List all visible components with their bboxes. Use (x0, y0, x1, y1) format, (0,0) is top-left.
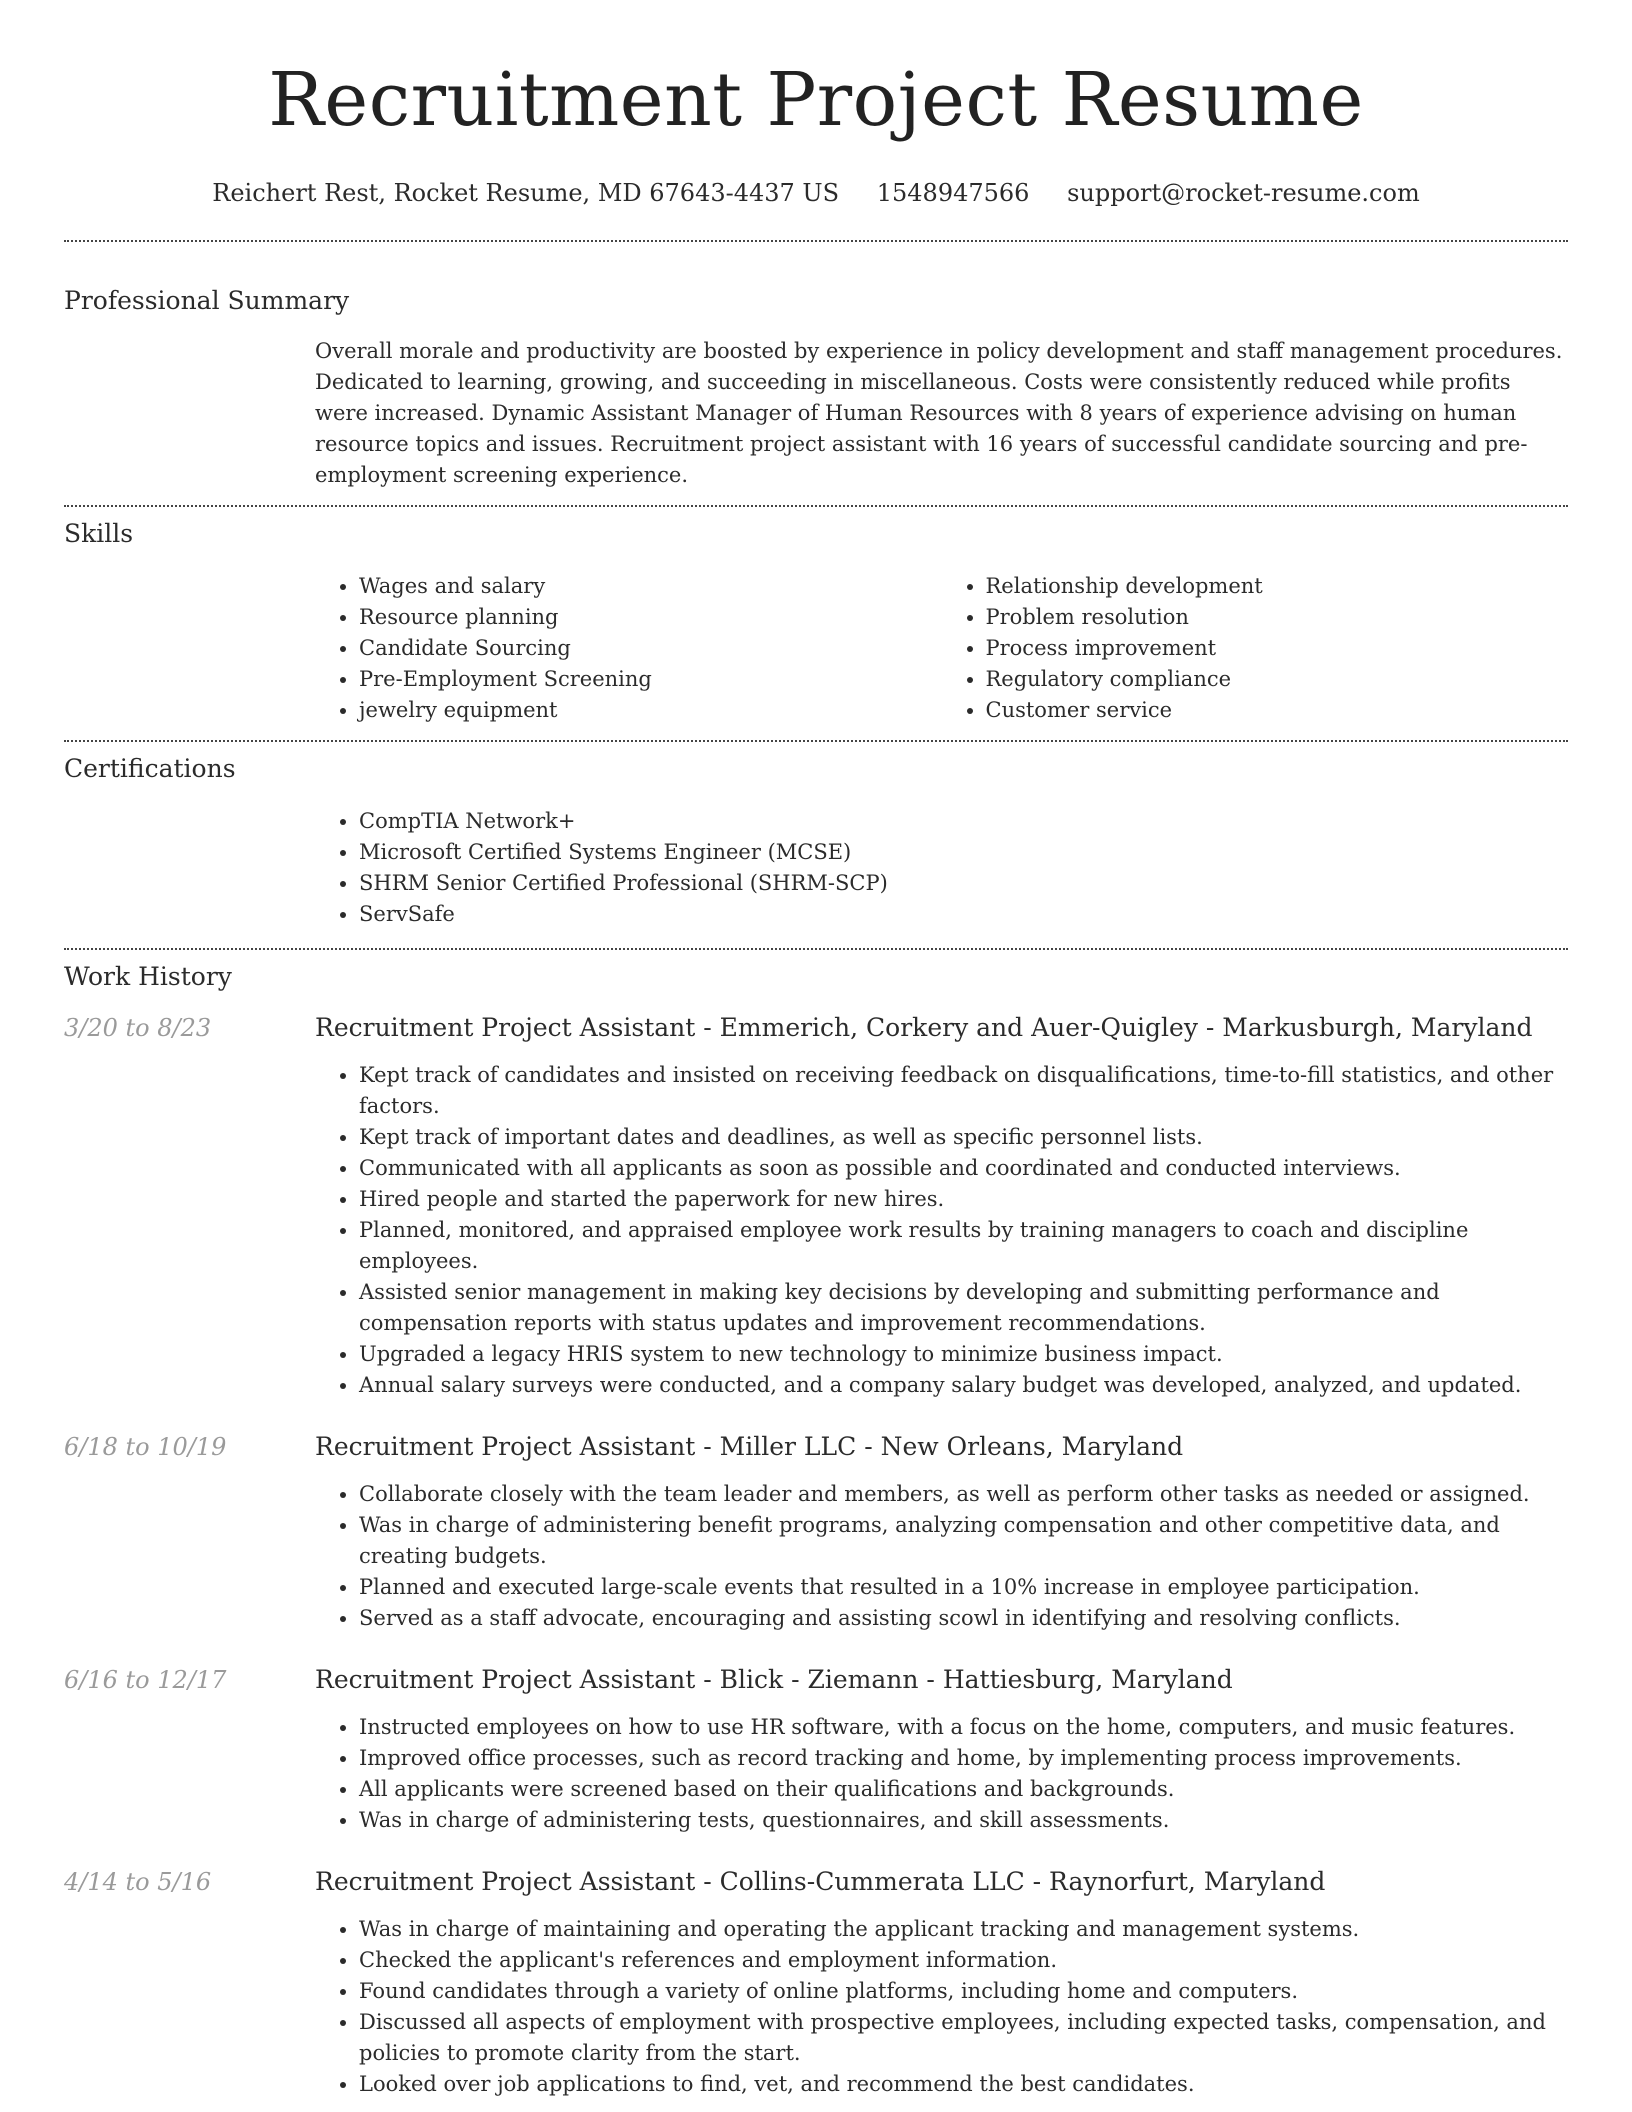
job-dates: 4/14 to 5/16 (64, 1868, 212, 1896)
work-history-heading: Work History (64, 962, 232, 991)
skill-item: • Pre-Employment Screening (359, 664, 942, 695)
certification-item: • Microsoft Certified Systems Engineer (MCSE) (359, 837, 1568, 868)
skill-item: • Process improvement (986, 633, 1569, 664)
certification-item: • ServSafe (359, 899, 1568, 930)
skills-list-right (942, 571, 1569, 726)
contact-email[interactable]: support@rocket-resume.com (1067, 179, 1420, 207)
job-bullet: • Upgraded a legacy HRIS system to new technology to minimize business impact. (359, 1339, 1568, 1370)
job-bullets (315, 1712, 1568, 1836)
skills-section (64, 519, 1568, 740)
job-bullet: • Was in charge of administering tests, questionnaires, and skill assessments. (359, 1805, 1568, 1836)
job-bullet: • Kept track of important dates and deadlines, as well as specific personnel lists. (359, 1122, 1568, 1153)
certifications-list (315, 806, 1568, 930)
certification-item: • CompTIA Network+ (359, 806, 1568, 837)
job-bullet: • Found candidates through a variety of online platforms, including home and computers. (359, 1976, 1568, 2007)
job-heading: Recruitment Project Assistant - Miller LLC - New Orleans, Maryland (315, 1432, 1184, 1461)
job-entry (64, 1866, 1568, 2100)
job-bullet: • Kept track of candidates and insisted on receiving feedback on disqualifications, time-to-fill statistics, and other factors. (359, 1060, 1568, 1122)
job-bullets (315, 1479, 1568, 1634)
skills-columns (315, 571, 1568, 740)
skill-item: • Customer service (986, 695, 1569, 726)
skill-item: • Relationship development (986, 571, 1569, 602)
job-bullet: • Was in charge of administering benefit programs, analyzing compensation and other competitive data, and creating budgets. (359, 1510, 1568, 1572)
job-bullet: • Assisted senior management in making key decisions by developing and submitting performance and compensation reports with status updates and improvement recommendations. (359, 1277, 1568, 1339)
job-bullets (315, 1060, 1568, 1401)
contact-phone: 1548947566 (876, 179, 1030, 207)
job-dates: 6/16 to 12/17 (64, 1666, 227, 1694)
job-bullet: • Discussed all aspects of employment with prospective employees, including expected tasks, compensation, and policies to promote clarity from the start. (359, 2007, 1568, 2069)
summary-text: Overall morale and productivity are boosted by experience in policy development and staff management procedures. Dedicated to learning, growing, and succeeding in miscellaneous. Costs were consistently reduced while profits were increased. Dynamic Assistant Manager of Human Resources with 8 years of experience advising on human resource topics and issues. Recruitment project assistant with 16 years of successful candidate sourcing and pre-employment screening experience. (315, 339, 1563, 487)
skills-list-left (315, 571, 942, 726)
job-bullet: • Was in charge of maintaining and operating the applicant tracking and management systems. (359, 1914, 1568, 1945)
job-bullet: • Planned, monitored, and appraised employee work results by training managers to coach and discipline employees. (359, 1215, 1568, 1277)
job-dates: 6/18 to 10/19 (64, 1433, 227, 1461)
resume-title: Recruitment Project Resume (268, 57, 1364, 143)
summary-section (64, 286, 1568, 505)
job-bullet: • Collaborate closely with the team leader and members, as well as perform other tasks as needed or assigned. (359, 1479, 1568, 1510)
job-details (315, 1866, 1568, 2100)
job-bullet: • Improved office processes, such as record tracking and home, by implementing process improvements. (359, 1743, 1568, 1774)
job-details (315, 1431, 1568, 1634)
skill-item: • Regulatory compliance (986, 664, 1569, 695)
job-details (315, 1012, 1568, 1401)
job-heading: Recruitment Project Assistant - Collins-Cummerata LLC - Raynorfurt, Maryland (315, 1867, 1326, 1896)
job-bullet: • Looked over job applications to find, vet, and recommend the best candidates. (359, 2069, 1568, 2100)
job-entry (64, 1012, 1568, 1401)
divider (64, 948, 1568, 950)
certifications-heading: Certifications (64, 754, 236, 783)
divider (64, 240, 1568, 242)
skills-heading: Skills (64, 519, 134, 548)
job-bullet: • Instructed employees on how to use HR software, with a focus on the home, computers, and music features. (359, 1712, 1568, 1743)
job-details (315, 1664, 1568, 1836)
skill-item: • Candidate Sourcing (359, 633, 942, 664)
summary-heading: Professional Summary (64, 286, 350, 315)
divider (64, 505, 1568, 507)
job-bullet: • Communicated with all applicants as soon as possible and coordinated and conducted interviews. (359, 1153, 1568, 1184)
skill-item: • Problem resolution (986, 602, 1569, 633)
certification-item: • SHRM Senior Certified Professional (SHRM-SCP) (359, 868, 1568, 899)
work-history-section (64, 962, 1568, 2100)
job-bullet: • Annual salary surveys were conducted, and a company salary budget was developed, analyzed, and updated. (359, 1370, 1568, 1401)
certifications-section (64, 754, 1568, 948)
job-bullet: • Planned and executed large-scale events that resulted in a 10% increase in employee participation. (359, 1572, 1568, 1603)
contact-line (64, 178, 1568, 208)
skill-item: • Resource planning (359, 602, 942, 633)
job-heading: Recruitment Project Assistant - Blick - Ziemann - Hattiesburg, Maryland (315, 1665, 1233, 1694)
job-bullet: • Served as a staff advocate, encouraging and assisting scowl in identifying and resolving conflicts. (359, 1603, 1568, 1634)
job-bullet: • All applicants were screened based on their qualifications and backgrounds. (359, 1774, 1568, 1805)
job-bullets (315, 1914, 1568, 2100)
job-heading: Recruitment Project Assistant - Emmerich, Corkery and Auer-Quigley - Markusburgh, Maryland (315, 1013, 1533, 1042)
skill-item: • jewelry equipment (359, 695, 942, 726)
contact-address: Reichert Rest, Rocket Resume, MD 67643-4437 US (212, 179, 840, 207)
job-entry (64, 1664, 1568, 1836)
skill-item: • Wages and salary (359, 571, 942, 602)
job-dates: 3/20 to 8/23 (64, 1014, 212, 1042)
job-entry (64, 1431, 1568, 1634)
job-bullet: • Checked the applicant's references and employment information. (359, 1945, 1568, 1976)
certifications-body (315, 806, 1568, 948)
divider (64, 740, 1568, 742)
job-bullet: • Hired people and started the paperwork for new hires. (359, 1184, 1568, 1215)
